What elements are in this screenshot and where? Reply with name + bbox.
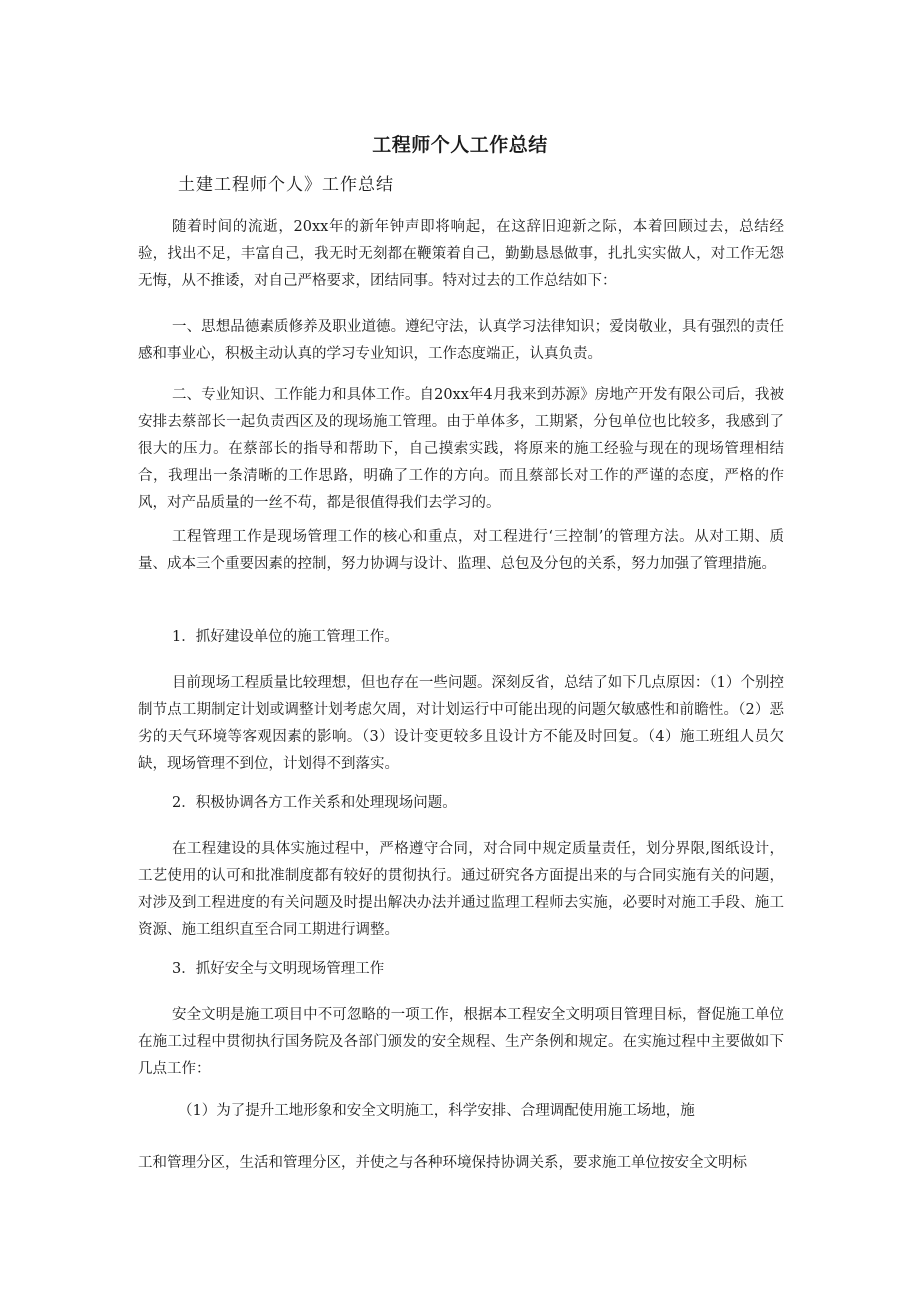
paragraph-subitem-1: （1）为了提升工地形象和安全文明施工，科学安排、合理调配使用施工场地，施	[178, 1103, 695, 1119]
paragraph-item-3-body: 安全文明是施工项目中不可忽略的一项工作，根据本工程安全文明项目管理目标，督促施工单位在施工过程中贯彻执行国务院及各部门颁发的安全规程、生产条例和规定。在实施过程中主要做如下几点工作：	[138, 1007, 784, 1077]
paragraph-intro: 随着时间的流逝，20xx年的新年钟声即将响起，在这辞旧迎新之际，本着回顾过去，总结经验，找出不足，丰富自己，我无时无刻都在鞭策着自己，勤勤恳恳做事，扎扎实实做人，对工作无怨无悔，从不推诿，对自己严格要求，团结同事。特对过去的工作总结如下：	[138, 219, 784, 289]
paragraph-section-1: 一、思想品德素质修养及职业道德。遵纪守法，认真学习法律知识；爱岗敬业，具有强烈的责任感和事业心，积极主动认真的学习专业知识，工作态度端正，认真负责。	[138, 319, 784, 362]
paragraph-section-2: 二、专业知识、工作能力和具体工作。自20xx年4月我来到苏源》房地产开发有限公司后，我被安排去蔡部长一起负责西区及的现场施工管理。由于单体多，工期紧，分包单位也比较多，我感到了很大的压力。在蔡部长的指导和帮助下，自己摸索实践，将原来的施工经验与现在的现场管理相结合，我理出一条清晰的工作思路，明确了工作的方向。而且蔡部长对工作的严谨的态度，严格的作风，对产品质量的一丝不苟，都是很值得我们去学习的。	[138, 387, 784, 511]
paragraph-item-3-heading: 3．抓好安全与文明现场管理工作	[172, 961, 385, 977]
paragraph-subitem-1-continued: 工和管理分区，生活和管理分区，并使之与各种环境保持协调关系，要求施工单位按安全文明标	[138, 1155, 747, 1171]
paragraph-item-2-body: 在工程建设的具体实施过程中，严格遵守合同，对合同中规定质量责任，划分界限,图纸设计，工艺使用的认可和批准制度都有较好的贯彻执行。通过研究各方面提出来的与合同实施有关的问题，对涉及到工程进度的有关问题及时提出解决办法并通过监理工程师去实施，必要时对施工手段、施工资源、施工组织直至合同工期进行调整。	[138, 841, 784, 938]
paragraph-item-1-body: 目前现场工程质量比较理想，但也存在一些问题。深刻反省，总结了如下几点原因：（1）个别控制节点工期制定计划或调整计划考虑欠周，对计划运行中可能出现的问题欠敏感性和前瞻性。（2）恶劣的天气环境等客观因素的影响。（3）设计变更较多且设计方不能及时回复。（4）施工班组人员欠缺，现场管理不到位，计划得不到落实。	[138, 675, 784, 772]
paragraph-item-1-heading: 1．抓好建设单位的施工管理工作。	[172, 629, 399, 645]
document-subtitle: 土建工程师个人》工作总结	[178, 175, 394, 195]
document-title: 工程师个人工作总结	[372, 134, 548, 156]
paragraph-management: 工程管理工作是现场管理工作的核心和重点，对工程进行‘三控制’的管理方法。从对工期、质量、成本三个重要因素的控制，努力协调与设计、监理、总包及分包的关系，努力加强了管理措施。	[138, 529, 784, 572]
paragraph-item-2-heading: 2．积极协调各方工作关系和处理现场问题。	[172, 795, 457, 811]
